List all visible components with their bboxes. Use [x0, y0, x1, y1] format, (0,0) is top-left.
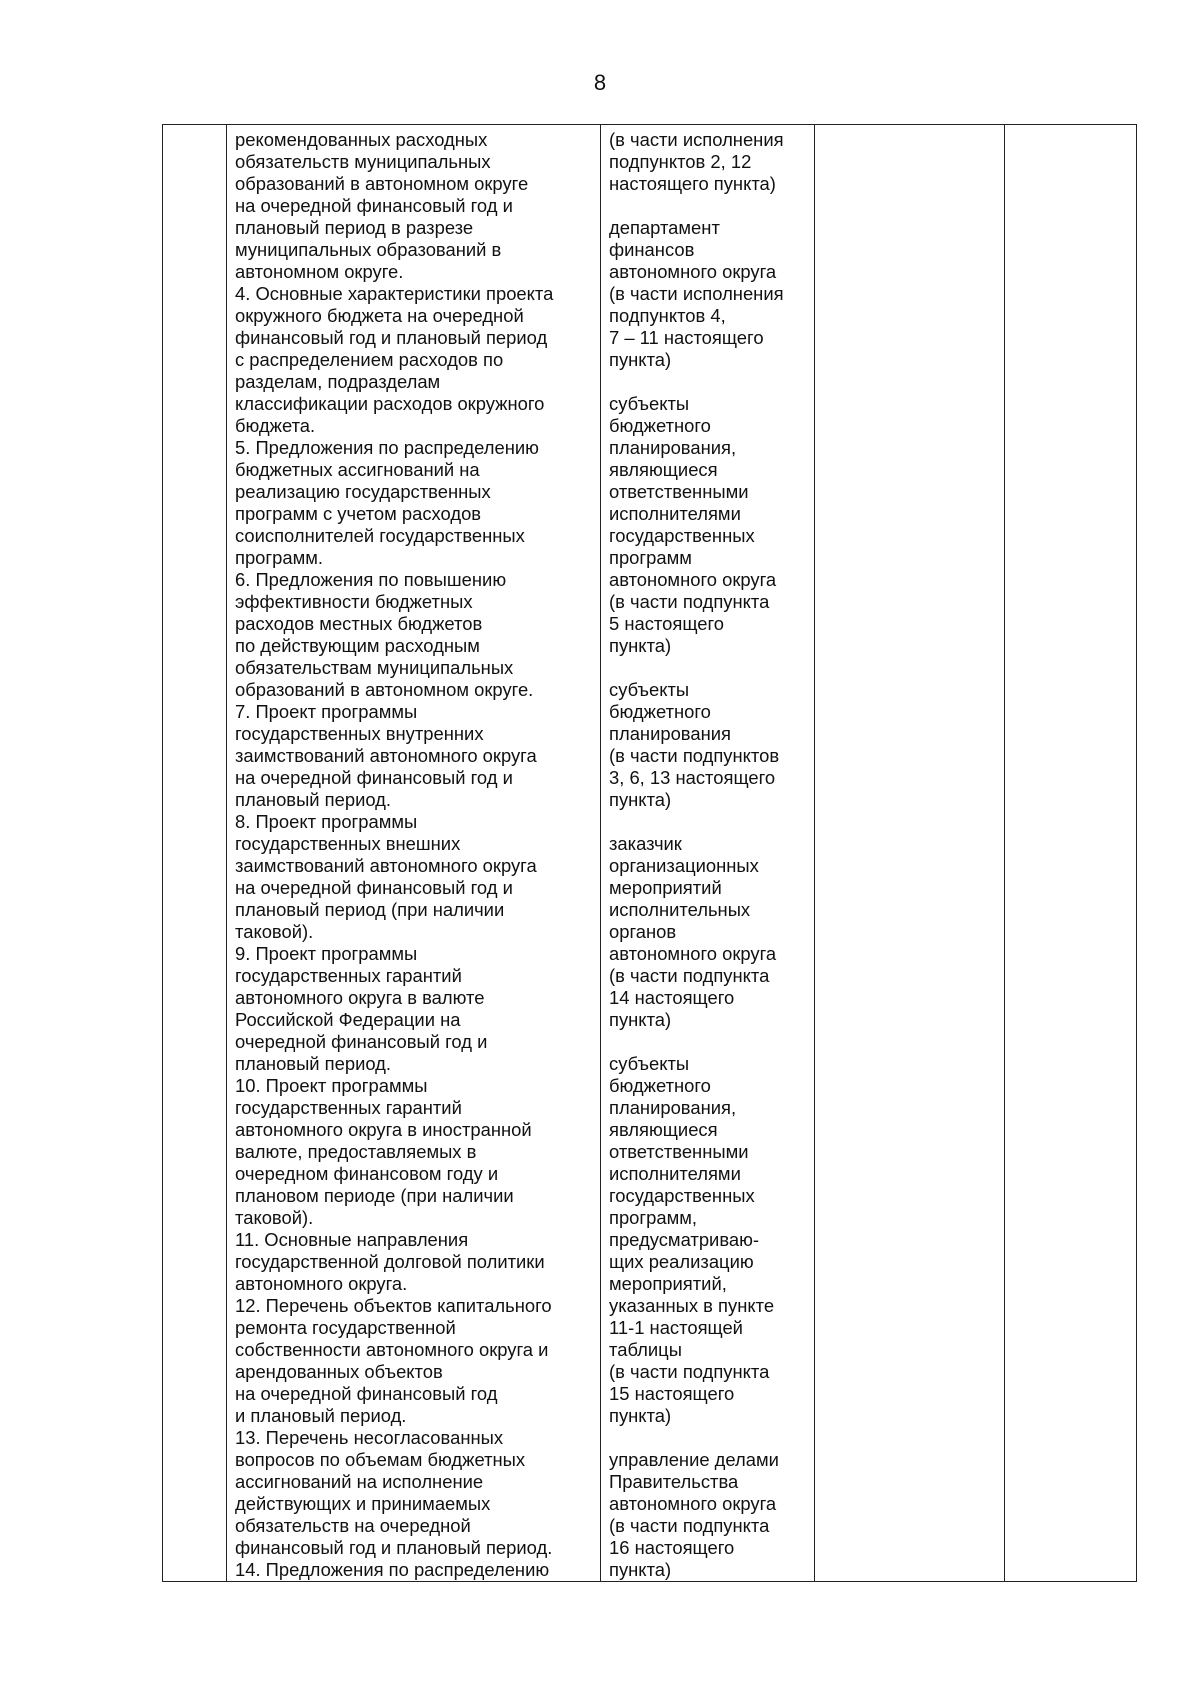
table-row [163, 125, 1137, 1582]
note-cell [1005, 125, 1137, 1582]
responsible-cell: (в части исполнения подпунктов 2, 12 настоящего пункта) департамент финансов автономного округа (в части исполнения подпунктов 4, 7 – 11 настоящего пункта) субъекты бюджетного планирования, являющиеся ответственными исполнителями государственных программ автономного округа (в части подпункта 5 настоящего пункта) субъекты бюджетного планирования (в части подпунктов 3, 6, 13 настоящего пункта) заказчик организационных мероприятий исполнительных органов автономного округа (в части подпункта 14 настоящего пункта) субъекты бюджетного планирования, являющиеся ответственными исполнителями государственных программ, предусматриваю- щих реализацию мероприятий, указанных в пункте 11-1 настоящей таблицы (в части подпункта 15 настоящего пункта) управление делами Правительства автономного округа (в части подпункта 16 настоящего пункта) [601, 125, 815, 1582]
number-cell [163, 125, 227, 1582]
content-cell: рекомендованных расходных обязательств муниципальных образований в автономном округе на очередной финансовый год и плановый период в разрезе муниципальных образований в автономном округе. 4. Основные характеристики проекта окружного бюджета на очередной финансовый год и плановый период с распределением расходов по разделам, подразделам классификации расходов окружного бюджета. 5. Предложения по распределению бюджетных ассигнований на реализацию государственных программ с учетом расходов соисполнителей государственных программ. 6. Предложения по повышению эффективности бюджетных расходов местных бюджетов по действующим расходным обязательствам муниципальных образований в автономном округе. 7. Проект программы государственных внутренних заимствований автономного округа на очередной финансовый год и плановый период. 8. Проект программы государственных внешних заимствований автономного округа на очередной финансовый год и плановый период (при наличии таковой). 9. Проект программы государственных гарантий автономного округа в валюте Российской Федерации на очередной финансовый год и плановый период. 10. Проект программы государственных гарантий автономного округа в иностранной валюте, предоставляемых в очередном финансовом году и плановом периоде (при наличии таковой). 11. Основные направления государственной долговой политики автономного округа. 12. Перечень объектов капитального ремонта государственной собственности автономного округа и арендованных объектов на очередной финансовый год и плановый период. 13. Перечень несогласованных вопросов по объемам бюджетных ассигнований на исполнение действующих и принимаемых обязательств на очередной финансовый год и плановый период. 14. Предложения по распределению [227, 125, 601, 1582]
document-table [162, 124, 1137, 1582]
page-number: 8 [593, 70, 607, 95]
deadline-cell [815, 125, 1005, 1582]
